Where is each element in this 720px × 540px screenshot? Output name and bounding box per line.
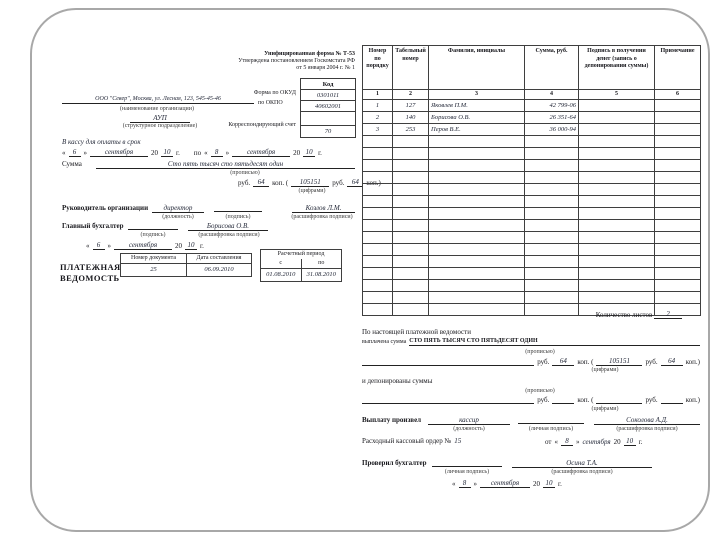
year-suffix: г. — [176, 149, 180, 157]
checker-month: сентября — [480, 479, 530, 488]
rub-label: руб. — [332, 179, 345, 187]
period-to-label: по — [301, 259, 342, 268]
col-header-signature: Подпись в получении денег (запись о депонировании суммы) — [579, 46, 655, 90]
payroll-colnum-row: 1 2 3 4 5 6 — [363, 90, 701, 100]
approval-line: от 5 января 2004 г. № 1 — [296, 64, 355, 71]
payroll-empty-row — [363, 280, 701, 292]
director-signature-line — [214, 204, 262, 212]
paid-words-hint: (прописью) — [525, 349, 555, 355]
unified-form-title: Унифицированная форма № Т-53 — [264, 51, 355, 57]
century: 20 — [293, 149, 301, 157]
director-name-hint: (расшифровка подписи) — [291, 214, 353, 220]
doc-number-value: 25 — [121, 263, 187, 276]
rub-label: руб. — [645, 396, 658, 404]
open-quote: « — [62, 149, 66, 157]
payroll-row: 2 140 Борисова О.В. 26 351-64 — [363, 112, 701, 124]
close-quote: » — [473, 480, 477, 488]
payroll-empty-row — [363, 172, 701, 184]
payroll-empty-row — [363, 220, 701, 232]
cashier-position: кассир — [428, 416, 510, 425]
doc-date-label: Дата составления — [187, 254, 252, 264]
payroll-empty-row — [363, 148, 701, 160]
cashier-signature-line — [518, 416, 584, 424]
sheets-count-line — [362, 310, 682, 319]
rub-label: руб. — [537, 396, 550, 404]
checker-year: 10 — [543, 479, 555, 488]
century: 20 — [533, 480, 540, 488]
checker-sign-hint: (личная подпись) — [444, 469, 490, 475]
due-to-label: по — [193, 149, 202, 157]
paid-digits-hint: (цифрами) — [591, 367, 619, 373]
close-quote: » — [107, 242, 111, 250]
chief-accountant-name: Борисова О.В. — [188, 222, 268, 231]
checker-label: Проверил бухгалтер — [362, 459, 427, 467]
payroll-empty-row — [363, 244, 701, 256]
open-quote: « — [86, 242, 90, 250]
sum-kopecks: 64 — [253, 178, 269, 187]
due-from-day: 6 — [69, 148, 81, 157]
organization-name: ООО "Север", Москва, ул. Лесная, 123, 545-45-46 — [62, 96, 254, 104]
kop-open: коп. ( — [577, 358, 594, 366]
cashier-label: Выплату произвел — [362, 416, 422, 424]
director-position-hint: (должность) — [162, 214, 194, 220]
chief-sign-hint: (подпись) — [140, 232, 166, 238]
expense-order-number: 15 — [454, 437, 462, 445]
paid-sum-label: выплачена сумма — [362, 339, 407, 346]
rub-label: руб. — [645, 358, 658, 366]
col-header-number: Номер по порядку — [363, 46, 393, 90]
codes-title: Код — [301, 79, 355, 90]
structural-unit: АУП — [130, 114, 190, 123]
col-header-name: Фамилия, инициалы — [429, 46, 525, 90]
checker-date — [452, 479, 562, 488]
payroll-empty-rows — [363, 136, 701, 316]
period-from-label: с — [261, 259, 302, 268]
payroll-header-row — [363, 46, 701, 90]
checker-name: Осина Т.А. — [512, 459, 652, 468]
deposited-kopecks-blank — [552, 396, 574, 404]
sum-words-hint: (прописью) — [230, 170, 260, 176]
paid-digits: 105151 — [596, 357, 642, 366]
sum-kopecks-2: 64 — [347, 178, 363, 187]
codes-box — [300, 78, 356, 138]
document-title-line2: ВЕДОМОСТЬ — [60, 273, 120, 283]
payroll-row: 1 127 Яковлев П.М. 42 799-06 — [363, 100, 701, 112]
rko-month: сентября — [582, 438, 611, 446]
paid-sum-words: СТО ПЯТЬ ТЫСЯЧ СТО ПЯТЬДЕСЯТ ОДИН — [409, 338, 700, 346]
paid-amount-blank — [362, 358, 534, 366]
payroll-empty-row — [363, 292, 701, 304]
year-suffix: г. — [638, 438, 643, 446]
rko-day: 8 — [561, 437, 573, 446]
okud-value: 0301011 — [301, 90, 355, 101]
paid-kopecks: 64 — [552, 357, 574, 366]
cashier-position-hint: (должность) — [453, 426, 485, 432]
chief-date-month: сентября — [114, 241, 172, 250]
kop-close: коп.) — [685, 396, 700, 404]
okud-label: Форма по ОКУД — [253, 90, 296, 96]
open-quote: « — [554, 438, 558, 446]
director-sign-hint: (подпись) — [225, 214, 251, 220]
sheets-count-value: 2 — [654, 310, 682, 319]
open-quote: « — [204, 149, 208, 157]
document-title — [60, 262, 121, 284]
century: 20 — [613, 438, 621, 446]
corr-account-label: Корреспондирующий счет — [228, 122, 296, 128]
deposited-words-hint: (прописью) — [525, 388, 555, 394]
okpo-value: 40602001 — [301, 101, 355, 112]
payroll-empty-row — [363, 196, 701, 208]
deposited-kopecks2-blank — [661, 396, 683, 404]
paid-amount-line — [362, 357, 700, 366]
sum-words: Сто пять тысяч сто пятьдесят один — [96, 160, 355, 169]
close-quote: » — [575, 438, 580, 446]
period-table — [260, 249, 342, 282]
due-from-year: 10 — [161, 148, 173, 157]
deposited-digits-blank — [596, 396, 642, 404]
century: 20 — [151, 149, 158, 157]
paid-kopecks-2: 64 — [661, 357, 683, 366]
year-suffix: г. — [318, 149, 322, 157]
corr-account-value: 70 — [324, 128, 332, 135]
organization-name-hint: (наименование организации) — [120, 106, 194, 112]
period-label: Расчетный период — [261, 250, 342, 259]
due-to-day: 8 — [211, 148, 223, 157]
year-suffix: г. — [558, 480, 562, 488]
kop-close: коп.) — [685, 358, 700, 366]
due-to-year: 10 — [303, 148, 315, 157]
cashier-name: Соколова А.Д. — [594, 416, 700, 425]
doc-date-value: 06.09.2010 — [187, 263, 252, 276]
paid-sum-line — [362, 338, 700, 346]
checker-signature-line — [432, 459, 502, 467]
deposited-label: и депонированы суммы — [362, 377, 433, 385]
close-quote: » — [83, 149, 87, 157]
chief-signature-line — [128, 222, 178, 230]
sum-digits-hint: (цифрами) — [298, 188, 326, 194]
period-from-value: 01.08.2010 — [261, 268, 302, 281]
cash-due-label: В кассу для оплаты в срок — [62, 138, 141, 146]
checker-name-hint: (расшифровка подписи) — [551, 469, 613, 475]
form-approval — [135, 51, 355, 72]
codes-spacer — [301, 112, 355, 126]
rub-label: руб. — [537, 358, 550, 366]
deposited-digits-hint: (цифрами) — [591, 406, 619, 412]
structural-unit-hint: (структурное подразделение) — [122, 123, 198, 129]
col-header-personnel-number: Табельный номер — [393, 46, 429, 90]
rko-year: 10 — [624, 437, 636, 446]
sheets-count-label: Количество листов — [595, 311, 653, 319]
doc-number-label: Номер документа — [121, 254, 187, 264]
expense-order-label: Расходный кассовый ордер № — [362, 437, 452, 445]
doc-meta-table — [120, 253, 252, 277]
payroll-empty-row — [363, 268, 701, 280]
year-suffix: г. — [200, 242, 204, 250]
col-header-note: Примечание — [655, 46, 701, 90]
col-header-sum: Сумма, руб. — [525, 46, 579, 90]
expense-order-date — [545, 437, 642, 446]
kop-open: коп. ( — [272, 179, 289, 187]
chief-accountant-label: Главный бухгалтер — [62, 222, 124, 230]
payroll-empty-row — [363, 256, 701, 268]
cashier-name-hint: (расшифровка подписи) — [616, 426, 678, 432]
chief-date-day: 6 — [93, 241, 105, 250]
chief-sign-date — [86, 241, 204, 250]
chief-name-hint: (расшифровка подписи) — [198, 232, 260, 238]
totals-intro: По настоящей платежной ведомости — [362, 328, 471, 336]
okpo-label: по ОКПО — [258, 100, 283, 106]
due-from-month: сентября — [90, 148, 148, 157]
document-title-line1: ПЛАТЕЖНАЯ — [60, 262, 121, 272]
payroll-empty-row — [363, 184, 701, 196]
payroll-empty-row — [363, 160, 701, 172]
kop-close: коп.) — [366, 179, 381, 187]
sum-amount-line — [238, 178, 381, 187]
expense-order-line — [362, 437, 461, 445]
checker-day: 8 — [459, 479, 471, 488]
payroll-table — [362, 45, 701, 316]
period-to-value: 31.08.2010 — [301, 268, 342, 281]
approval-line: Утверждена постановлением Госкомстата РФ — [238, 57, 355, 64]
sum-label: Сумма — [62, 160, 82, 168]
payroll-empty-row — [363, 232, 701, 244]
director-label: Руководитель организации — [62, 204, 149, 212]
sum-digits: 105151 — [291, 178, 329, 187]
due-to-month: сентября — [232, 148, 290, 157]
payroll-empty-row — [363, 208, 701, 220]
deposited-amount-line — [362, 396, 700, 404]
open-quote: « — [452, 480, 456, 488]
deposited-words-blank — [362, 396, 534, 404]
director-position: директор — [152, 204, 204, 213]
century: 20 — [175, 242, 182, 250]
payroll-empty-row — [363, 136, 701, 148]
kop-open: коп. ( — [577, 396, 594, 404]
payroll-row: 3 253 Перов В.Е. 36 000-94 — [363, 124, 701, 136]
cash-due-dates — [62, 148, 357, 157]
close-quote: » — [225, 149, 230, 157]
from-label: от — [545, 438, 552, 446]
chief-date-year: 10 — [185, 241, 197, 250]
cashier-sign-hint: (личная подпись) — [528, 426, 574, 432]
director-name: Козлов Л.М. — [292, 204, 355, 213]
rub-label: руб. — [238, 179, 251, 187]
